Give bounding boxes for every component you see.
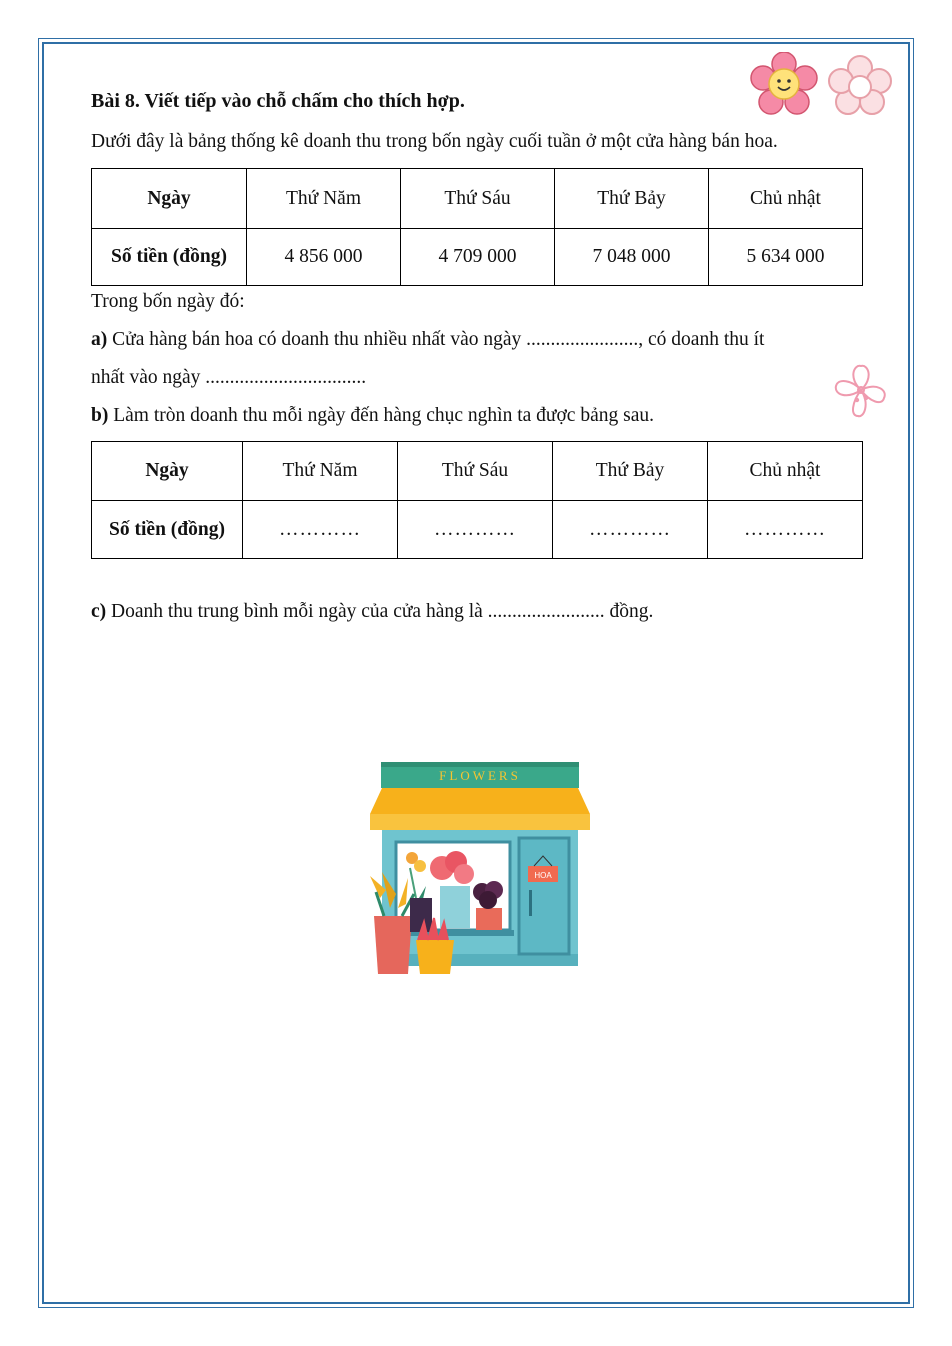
table-cell-day: Chủ nhật bbox=[708, 442, 863, 501]
question-c-line bbox=[91, 598, 653, 626]
table-row bbox=[92, 169, 863, 229]
exercise-title: Bài 8. Viết tiếp vào chỗ chấm cho thích hợp. bbox=[91, 90, 465, 112]
answer-blank[interactable]: ………… bbox=[708, 501, 863, 559]
table-cell-day: Thứ Sáu bbox=[401, 169, 555, 229]
intro-text: Dưới đây là bảng thống kê doanh thu trong bốn ngày cuối tuần ở một cửa hàng bán hoa. bbox=[91, 131, 778, 152]
table-cell-amount: 5 634 000 bbox=[709, 229, 863, 286]
table-header-day: Ngày bbox=[92, 442, 243, 501]
table-cell-day: Thứ Sáu bbox=[398, 442, 553, 501]
table-header-day: Ngày bbox=[92, 169, 247, 229]
smiling-flower-icon bbox=[750, 52, 818, 116]
question-a-text[interactable]: Cửa hàng bán hoa có doanh thu nhiều nhất vào ngày ......................., có doanh thu ít bbox=[107, 329, 765, 350]
answer-blank[interactable]: ………… bbox=[553, 501, 708, 559]
revenue-table bbox=[91, 168, 863, 286]
shop-sign-text: FLOWERS bbox=[439, 768, 521, 783]
table-cell-amount: 7 048 000 bbox=[555, 229, 709, 286]
outline-flower-icon bbox=[828, 55, 892, 115]
table-cell-day: Thứ Năm bbox=[247, 169, 401, 229]
table-cell-day: Thứ Bảy bbox=[555, 169, 709, 229]
rounded-revenue-table bbox=[91, 441, 863, 559]
table-cell-amount: 4 856 000 bbox=[247, 229, 401, 286]
table-cell-day: Thứ Năm bbox=[243, 442, 398, 501]
table-header-amount: Số tiền (đồng) bbox=[92, 501, 243, 559]
question-a-line1 bbox=[91, 326, 764, 354]
table-row bbox=[92, 501, 863, 559]
answer-blank[interactable]: ………… bbox=[243, 501, 398, 559]
question-a-line2[interactable]: nhất vào ngày ................................. bbox=[91, 367, 367, 388]
table-cell-day: Thứ Bảy bbox=[553, 442, 708, 501]
table-row bbox=[92, 229, 863, 286]
question-b-label: b) bbox=[91, 405, 109, 426]
question-a-label: a) bbox=[91, 329, 108, 350]
answer-blank[interactable]: ………… bbox=[398, 501, 553, 559]
question-b-text: Làm tròn doanh thu mỗi ngày đến hàng chục nghìn ta được bảng sau. bbox=[108, 405, 654, 426]
question-c-text[interactable]: Doanh thu trung bình mỗi ngày của cửa hàng là ........................ đồng. bbox=[106, 601, 654, 622]
table-cell-day: Chủ nhật bbox=[709, 169, 863, 229]
table-cell-amount: 4 709 000 bbox=[401, 229, 555, 286]
table-header-amount: Số tiền (đồng) bbox=[92, 229, 247, 286]
question-c-label: c) bbox=[91, 601, 107, 622]
flower-shop-illustration bbox=[362, 758, 592, 978]
intro-b-text: Trong bốn ngày đó: bbox=[91, 291, 245, 312]
table-row bbox=[92, 442, 863, 501]
question-b-line bbox=[91, 402, 654, 430]
outline-flower-small-icon bbox=[826, 360, 896, 426]
door-sign-text: HOA bbox=[534, 871, 552, 880]
